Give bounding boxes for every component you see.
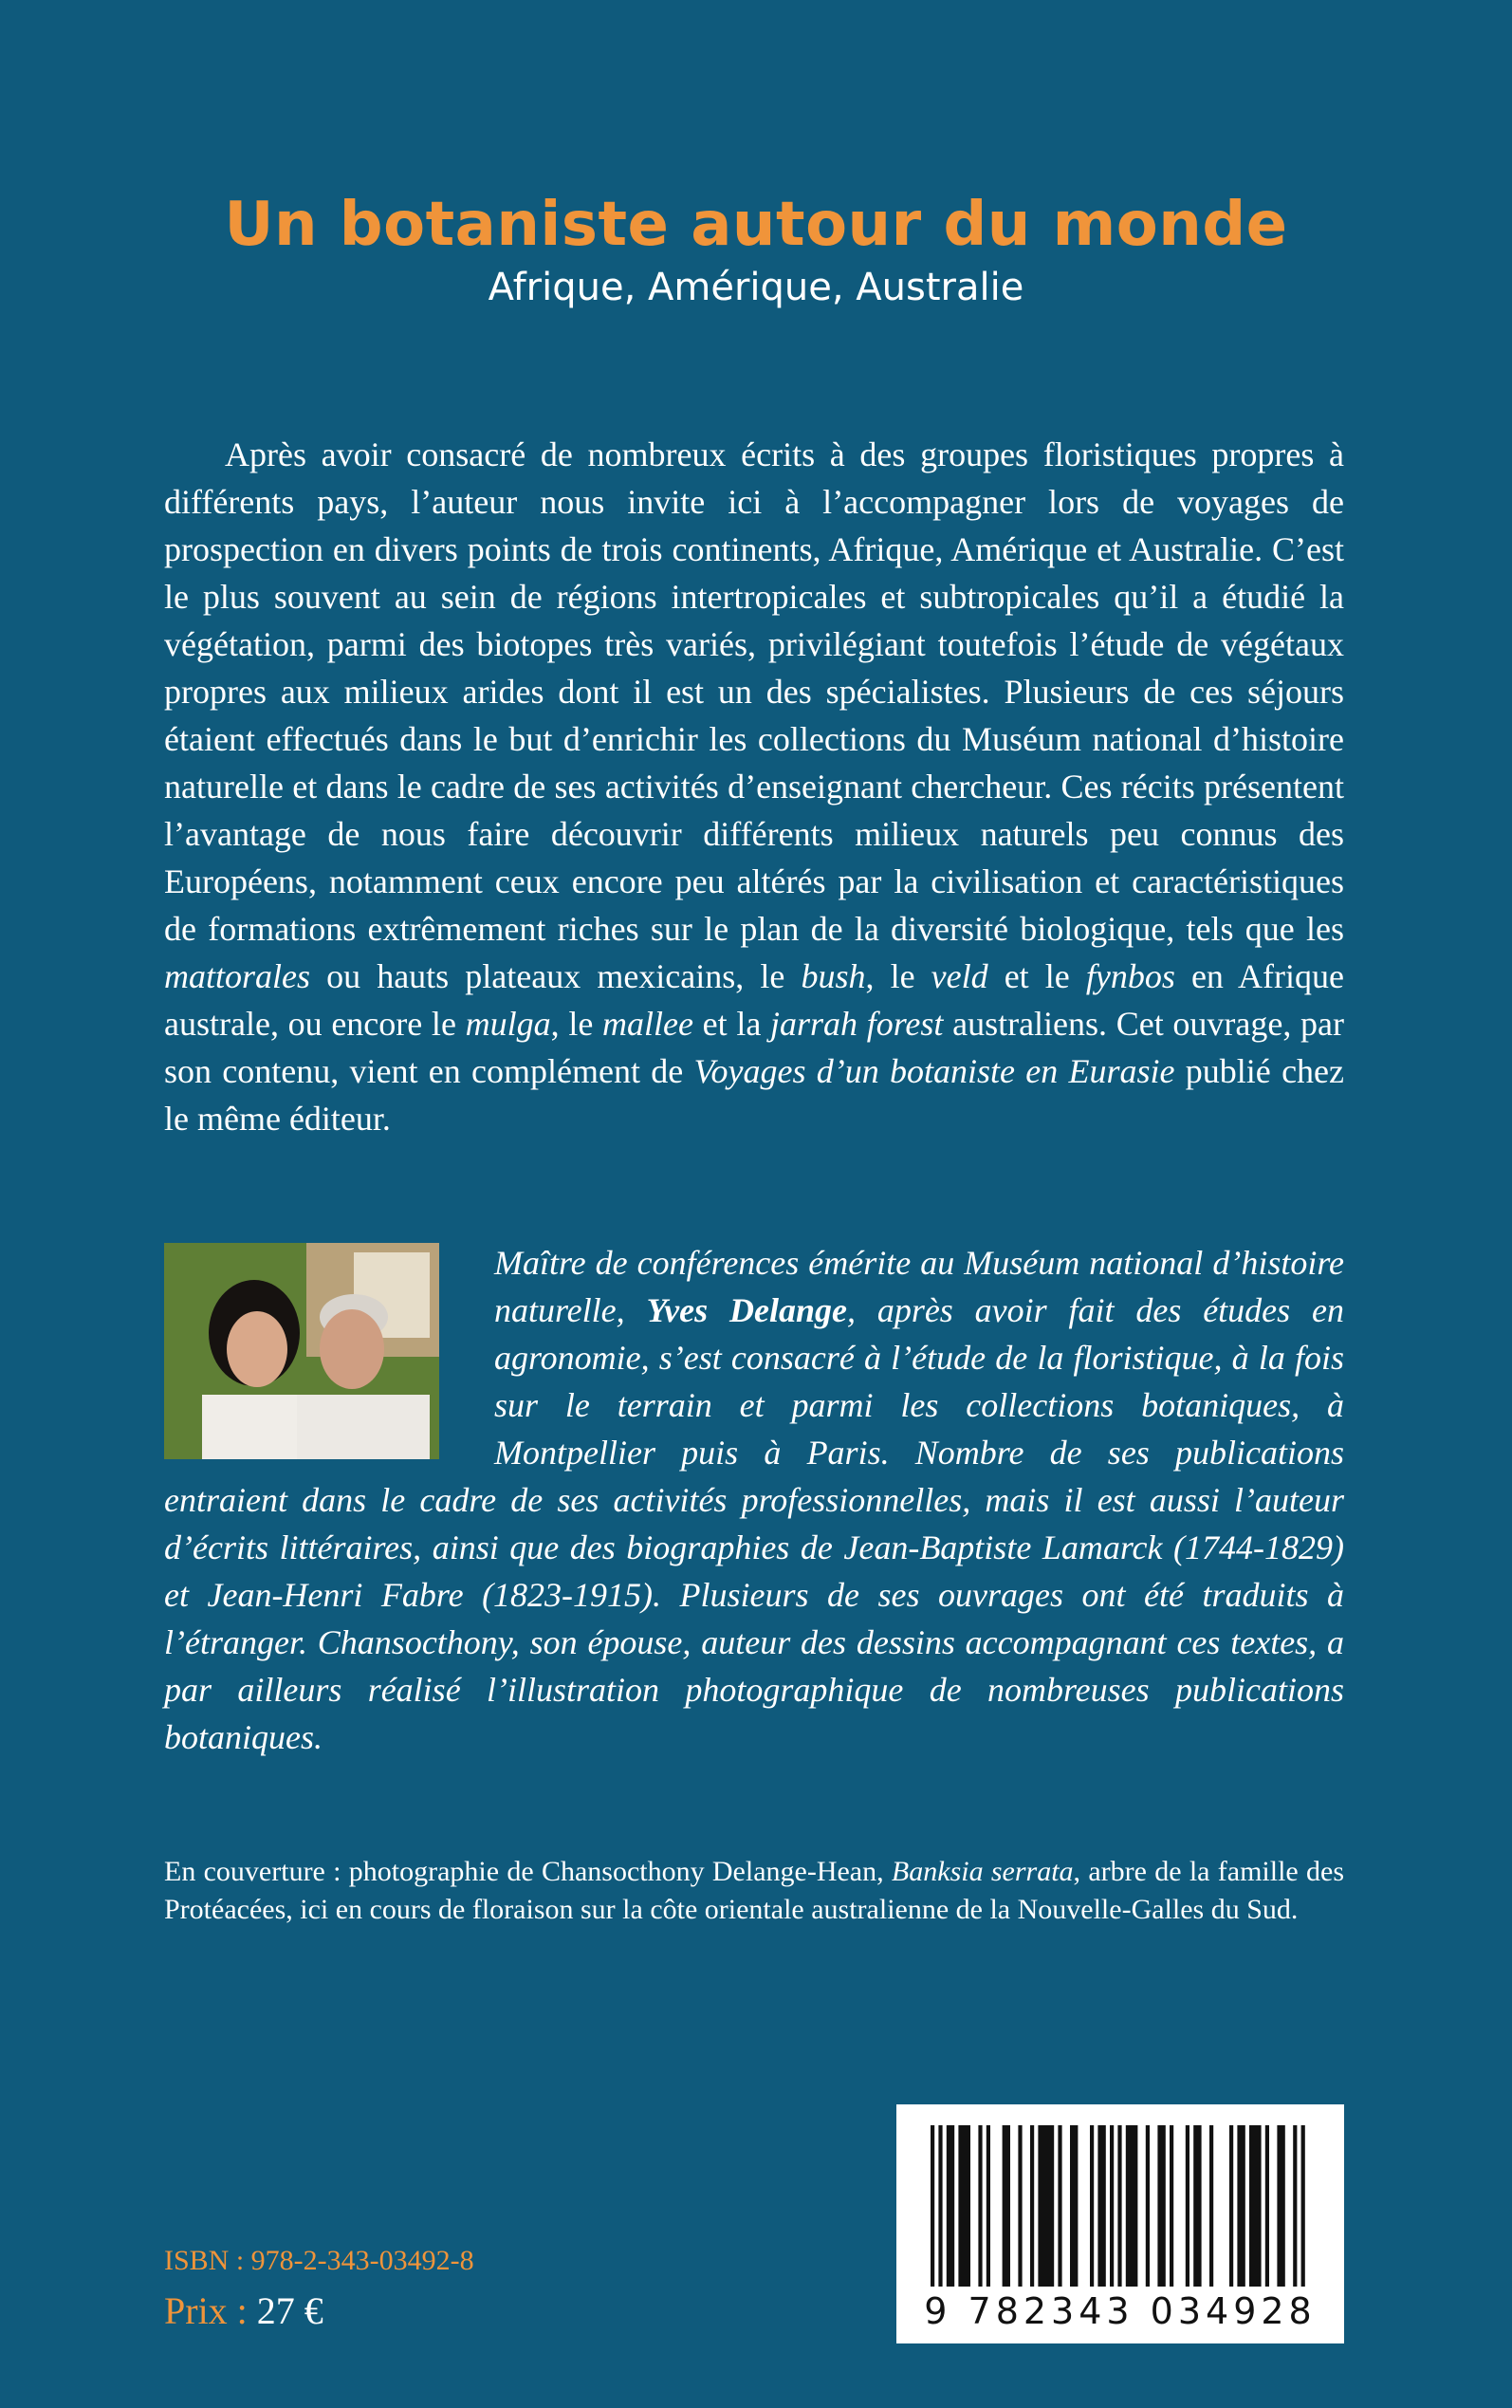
barcode [896,2104,1344,2343]
barcode-bar [1277,2125,1284,2287]
barcode-bar [1070,2125,1078,2287]
barcode-bar [1117,2125,1121,2287]
isbn: ISBN : 978-2-343-03492-8 [164,2245,474,2276]
barcode-bar [1237,2125,1245,2287]
barcode-bar [1146,2125,1150,2287]
author-photo [164,1243,439,1459]
barcode-bar [1301,2125,1305,2287]
barcode-bar [1097,2125,1105,2287]
barcode-bar [1030,2125,1034,2287]
book-title: Un botaniste autour du monde [224,190,1288,260]
barcode-bar [1229,2125,1233,2287]
barcode-bar [947,2125,954,2287]
price-label: Prix : [164,2289,257,2332]
barcode-bar [1186,2125,1189,2287]
barcode-bar [1003,2125,1010,2287]
barcode-bar [1193,2125,1201,2287]
barcode-bar [1018,2125,1022,2287]
barcode-number: 9 782343 034928 [924,2290,1317,2332]
book-subtitle: Afrique, Amérique, Australie [488,266,1024,309]
barcode-bar [1090,2125,1094,2287]
barcode-bar [938,2125,942,2287]
summary-paragraph: Après avoir consacré de nombreux écrits à des groupes floristiques propres à différents pays, l’auteur nous invite ici à l’accompagner lors de voyages de prospection en divers points de trois continents, Afrique, Amérique et Australie. C’est le plus souvent au sein de régions intertropicales et subtropicales qu’il a étudié la végétation, parmi des biotopes très variés, privilégiant toutefois l’étude de végétaux propres aux milieux arides dont il est un des spécialistes. Plusieurs de ces séjours étaient effectués dans le but d’enrichir les collections du Muséum national d’histoire naturelle et dans le cadre de ses activités d’enseignant chercheur. Ces récits présentent l’avantage de nous faire découvrir différents milieux naturels peu connus des Européens, notamment ceux encore peu altérés par la civilisation et caractéristiques de formations extrêmement riches sur le plan de la diversité biologique, tels que les mattorales ou hauts plateaux mexicains, le bush, le veld et le fynbos en Afrique australe, ou encore le mulga, le mallee et la jarrah forest australiens. Cet ouvrage, par son contenu, vient en complément de Voyages d’un botaniste en Eurasie publié chez le même éditeur. [164,435,1345,1138]
barcode-bar [958,2125,970,2287]
price-value: 27 € [256,2289,323,2332]
barcode-bar [1249,2125,1262,2287]
barcode-bar [1293,2125,1297,2287]
barcode-bar [1038,2125,1054,2287]
author-bio: Maître de conférences émérite au Muséum national d’histoire naturelle, Yves Delange, après avoir fait des études en agronomie, s’est consacré à l’étude de la floristique, à la fois sur le terrain et parmi les collections botaniques, à Montpellier puis à Paris. Nombre de ses publications entraient dans le cadre de ses activités professionnelles, mais il est aussi l’auteur d’écrits littéraires, ainsi que des biographies de Jean-Baptiste Lamarck (1744-1829) et Jean-Henri Fabre (1823-1915). Plusieurs de ses ouvrages ont été traduits à l’étranger. Chansocthony, son épouse, auteur des dessins accompagnant ces textes, a par ailleurs réalisé l’illustration photographique de nombreuses publications botaniques. [164,1244,1344,1756]
barcode-bar [931,2125,934,2287]
price [164,2288,323,2334]
barcode-bar [986,2125,990,2287]
barcode-bars [896,2104,1344,2294]
barcode-bar [1265,2125,1269,2287]
barcode-bar [978,2125,982,2287]
barcode-bar [1110,2125,1114,2287]
cover-photo-caption: En couverture : photographie de Chansocthony Delange-Hean, Banksia serrata, arbre de la famille des Protéacées, ici en cours de floraison sur la côte orientale australienne de la Nouvelle-Galles du Sud. [164,1856,1345,1925]
barcode-bar [1058,2125,1061,2287]
author-photo-image [164,1243,439,1459]
barcode-bar [1157,2125,1165,2287]
barcode-bar [1209,2125,1213,2287]
barcode-bar [1170,2125,1173,2287]
barcode-bar [1126,2125,1138,2287]
